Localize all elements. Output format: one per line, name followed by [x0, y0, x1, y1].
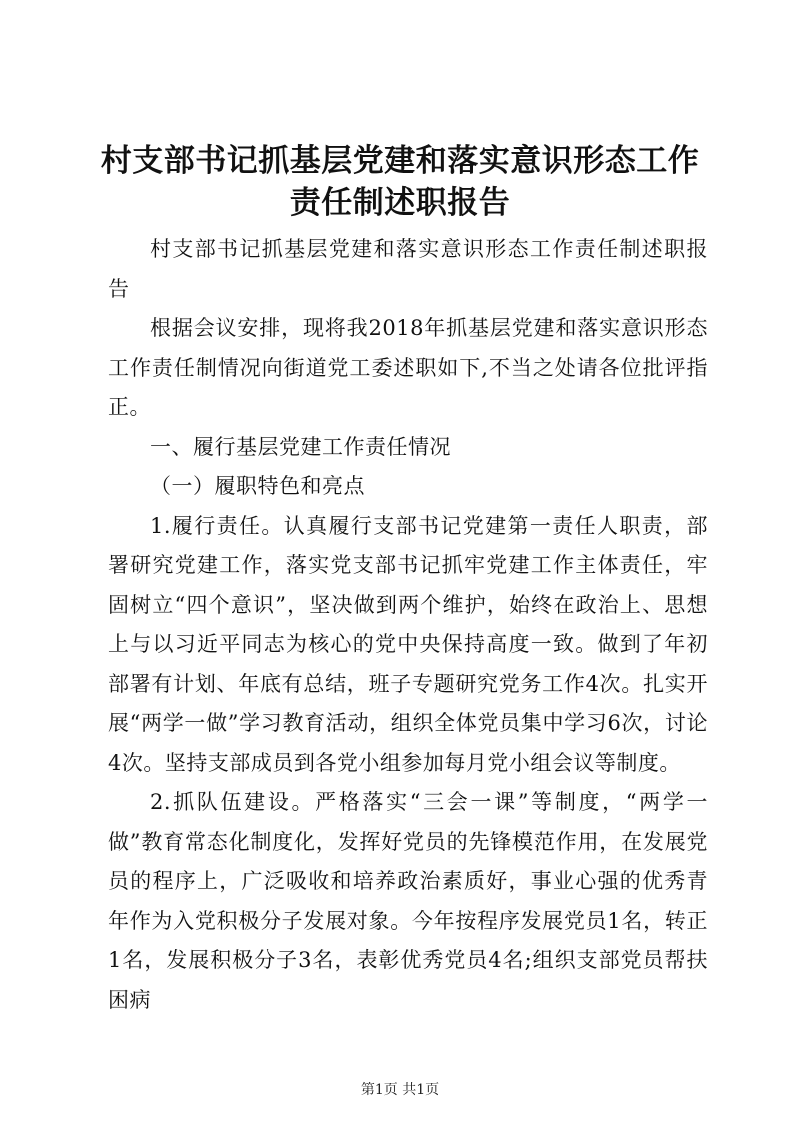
paragraph-intro: 根据会议安排，现将我2018年抓基层党建和落实意识形态工作责任制情况向街道党工委述职如下,不当之处请各位批评指正。	[108, 316, 708, 419]
subsection-heading-1: （一）履职特色和亮点	[150, 474, 365, 498]
paragraph-title-repeat: 村支部书记抓基层党建和落实意识形态工作责任制述职报告	[108, 237, 708, 301]
document-title: 村支部书记抓基层党建和落实意识形态工作责任制述职报告	[100, 143, 700, 221]
paragraph-item-2: 2.抓队伍建设。严格落实“三会一课”等制度，“两学一做”教育常态化制度化，发挥好党员的先锋模范作用，在发展党员的程序上，广泛吸收和培养政治素质好，事业心强的优秀青年作为入党积极分子发展对象。今年按程序发展党员1名，转正1名，发展积极分子3名，表彰优秀党员4名;组织支部党员帮扶困病	[108, 790, 708, 1012]
document-body	[108, 230, 708, 1020]
paragraph-item-1: 1.履行责任。认真履行支部书记党建第一责任人职责，部署研究党建工作，落实党支部书记抓牢党建工作主体责任，牢固树立“四个意识”，坚决做到两个维护，始终在政治上、思想上与以习近平同志为核心的党中央保持高度一致。做到了年初部署有计划、年底有总结，班子专题研究党务工作4次。扎实开展“两学一做”学习教育活动，组织全体党员集中学习6次，讨论4次。坚持支部成员到各党小组参加每月党小组会议等制度。	[108, 513, 708, 775]
page-footer: 第1页 共1页	[360, 1082, 440, 1098]
section-heading-1: 一、履行基层党建工作责任情况	[150, 434, 451, 459]
